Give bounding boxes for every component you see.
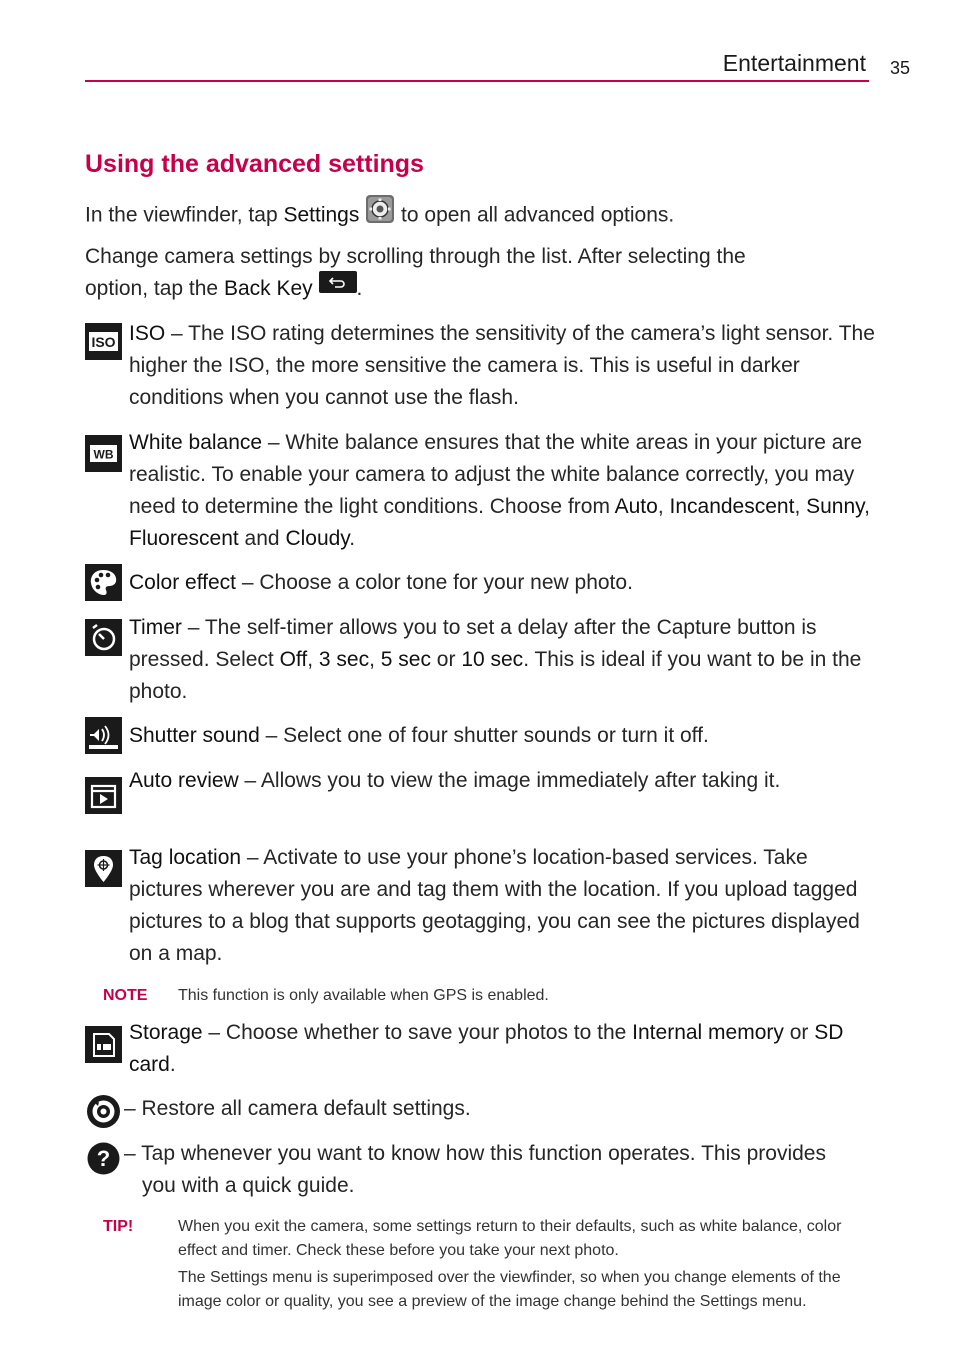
intro-paragraph	[85, 196, 869, 236]
tag-location-icon	[85, 850, 122, 887]
storage-option-internal: Internal memory	[632, 1021, 784, 1044]
tag-location-description: – Activate to use your phone’s location-based services. Take pictures wherever you are and tag them with the location. If you upload tagged pictures to a blog that supports geotagging, you can see the pictures displayed on a map.	[129, 846, 860, 965]
tip-text-2: The Settings menu is superimposed over the viewfinder, so when you change elements of the image color or quality, you see a preview of the image change behind the Settings menu.	[178, 1269, 841, 1310]
sep: ,	[307, 648, 319, 671]
shutter-sound-label: Shutter sound	[129, 724, 260, 747]
timer-option-10sec: 10 sec	[461, 648, 524, 671]
sep: ,	[864, 495, 870, 518]
reset-description: – Restore all camera default settings.	[124, 1097, 471, 1120]
page-number: 35	[890, 58, 911, 78]
wb-option-cloudy: Cloudy	[285, 527, 350, 550]
wb-option-auto: Auto	[614, 495, 658, 518]
sep: ,	[369, 648, 381, 671]
back-key-term: Back Key	[223, 277, 313, 300]
section-header: Entertainment	[722, 50, 866, 76]
wb-option-sunny: Sunny	[806, 495, 865, 518]
tip-label: TIP!	[103, 1218, 134, 1235]
iso-label: ISO	[129, 322, 166, 345]
timer-option-5sec: 5 sec	[380, 648, 431, 671]
svg-text:ISO: ISO	[91, 334, 116, 350]
palette-icon	[85, 564, 122, 601]
help-icon	[85, 1140, 122, 1177]
timer-description: – The self-timer allows you to set a delay after the Capture button is pressed. Select	[129, 616, 817, 671]
page-title: Using the advanced settings	[85, 150, 424, 178]
note-text: This function is only available when GPS is enabled.	[178, 987, 549, 1004]
auto-review-label: Auto review	[129, 769, 239, 792]
intro2-line1: Change camera settings by scrolling through the list. After selecting the	[85, 245, 746, 268]
sep: .	[349, 527, 356, 550]
intro-text-end: to open all advanced options.	[401, 203, 675, 227]
white-balance-icon	[85, 435, 122, 472]
iso-description: – The ISO rating determines the sensitivity of the camera’s light sensor. The higher the ISO, the more sensitive the camera is. This is useful in darker conditions when you cannot use the flash.	[129, 322, 875, 409]
auto-review-icon	[85, 777, 122, 814]
timer-label: Timer	[129, 616, 182, 639]
wb-option-incandescent: Incandescent	[669, 495, 795, 518]
sep: . This is ideal if you want to be in the photo.	[129, 648, 862, 703]
timer-icon	[85, 619, 122, 656]
sep: .	[169, 1053, 176, 1076]
iso-icon	[85, 323, 122, 360]
sep: ,	[794, 495, 807, 518]
shutter-sound-icon	[85, 717, 122, 754]
svg-text:WB: WB	[93, 447, 114, 462]
svg-text:?: ?	[96, 1146, 111, 1171]
tag-location-label: Tag location	[129, 846, 242, 869]
white-balance-description: – White balance ensures that the white areas in your picture are realistic. To enable your camera to adjust the white balance correctly, you may need to determine the light conditions. Choose from	[129, 431, 863, 518]
reset-icon	[85, 1093, 122, 1130]
tip-text-1: When you exit the camera, some settings return to their defaults, such as white balance, color effect and timer. Check these before you take your next photo.	[178, 1218, 842, 1259]
settings-term: Settings	[283, 203, 360, 227]
shutter-sound-description: – Select one of four shutter sounds or turn it off.	[259, 724, 709, 747]
settings-gear-icon	[365, 194, 395, 234]
note-label: NOTE	[103, 987, 148, 1004]
sep: or	[783, 1021, 815, 1044]
sep: or	[430, 648, 462, 671]
color-effect-label: Color effect	[129, 571, 236, 594]
storage-description: – Choose whether to save your photos to the	[202, 1021, 633, 1044]
sep: and	[238, 527, 286, 550]
storage-icon	[85, 1026, 122, 1063]
color-effect-description: – Choose a color tone for your new photo.	[236, 571, 633, 594]
auto-review-description: – Allows you to view the image immediately after taking it.	[238, 769, 781, 792]
header-rule	[85, 80, 869, 82]
help-description: – Tap whenever you want to know how this function operates. This provides you with a quick guide.	[124, 1142, 826, 1197]
intro-text: In the viewfinder, tap	[85, 203, 284, 227]
timer-option-off: Off	[279, 648, 308, 671]
timer-option-3sec: 3 sec	[318, 648, 370, 671]
intro2-period: .	[356, 277, 363, 300]
storage-option-sd: SD card	[129, 1021, 844, 1076]
sep: ,	[657, 495, 670, 518]
storage-label: Storage	[129, 1021, 203, 1044]
white-balance-label: White balance	[129, 431, 263, 454]
back-key-icon	[319, 271, 357, 303]
back-key-paragraph	[85, 241, 869, 305]
intro2-text: option, tap the	[85, 277, 224, 300]
wb-option-fluorescent: Fluorescent	[129, 527, 239, 550]
